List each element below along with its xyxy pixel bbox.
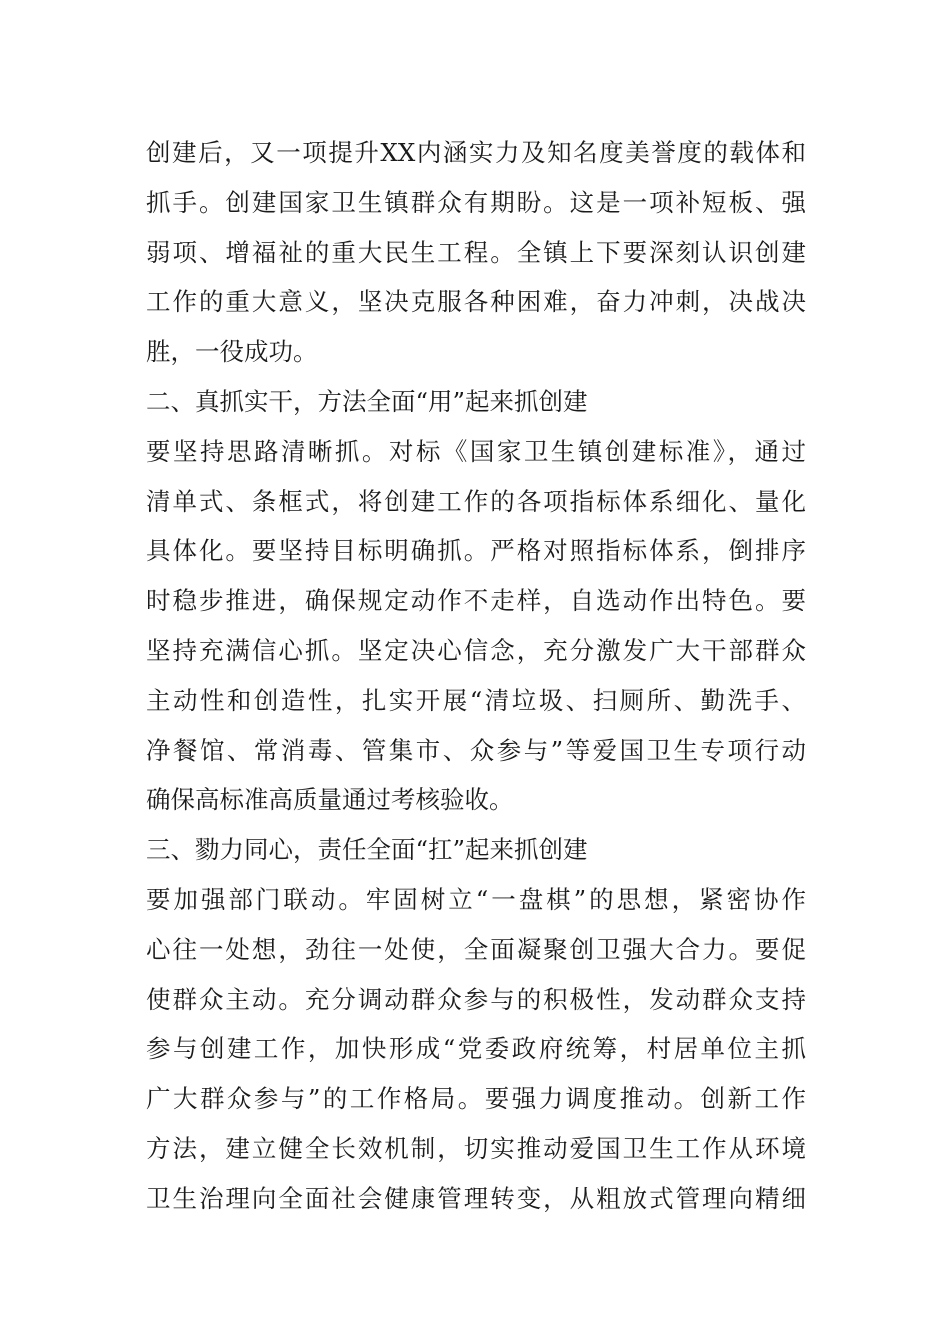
text-line: 参与创建工作，加快形成“党委政府统筹，村居单位主抓	[146, 1034, 806, 1064]
text-line: 主动性和创造性，扎实开展“清垃圾、扫厕所、勤洗手、	[146, 685, 806, 715]
text-line: 广大群众参与”的工作格局。要强力调度推动。创新工作	[146, 1084, 806, 1114]
body-text	[146, 128, 806, 1224]
section-heading: 二、真抓实干，方法全面“用”起来抓创建	[146, 386, 588, 416]
text-line: 胜，一役成功。	[146, 337, 318, 367]
text-line: 方法，建立健全长效机制，切实推动爱国卫生工作从环境	[146, 1133, 806, 1163]
text-line: 时稳步推进，确保规定动作不走样，自选动作出特色。要	[146, 586, 806, 616]
text-line: 具体化。要坚持目标明确抓。严格对照指标体系，倒排序	[146, 536, 806, 566]
text-line: 弱项、增福祉的重大民生工程。全镇上下要深刻认识创建	[146, 237, 806, 267]
text-line: 心往一处想，劲往一处使，全面凝聚创卫强大合力。要促	[146, 934, 806, 964]
text-line: 工作的重大意义，坚决克服各种困难，奋力冲刺，决战决	[146, 287, 806, 317]
text-line: 要加强部门联动。牢固树立“一盘棋”的思想，紧密协作	[146, 884, 806, 914]
text-line: 要坚持思路清晰抓。对标《国家卫生镇创建标准》，通过	[146, 436, 806, 466]
text-line: 创建后，又一项提升XX内涵实力及知名度美誉度的载体和	[146, 138, 806, 167]
text-line: 抓手。创建国家卫生镇群众有期盼。这是一项补短板、强	[146, 187, 806, 217]
section-heading: 三、勠力同心，责任全面“扛”起来抓创建	[146, 835, 588, 865]
text-line: 确保高标准高质量通过考核验收。	[146, 785, 514, 815]
text-line: 使群众主动。充分调动群众参与的积极性，发动群众支持	[146, 984, 806, 1014]
text-line: 净餐馆、常消毒、管集市、众参与”等爱国卫生专项行动	[146, 735, 806, 765]
text-line: 坚持充满信心抓。坚定决心信念，充分激发广大干部群众	[146, 635, 806, 665]
text-line: 清单式、条框式，将创建工作的各项指标体系细化、量化	[146, 486, 806, 516]
text-line: 卫生治理向全面社会健康管理转变，从粗放式管理向精细	[146, 1183, 806, 1213]
